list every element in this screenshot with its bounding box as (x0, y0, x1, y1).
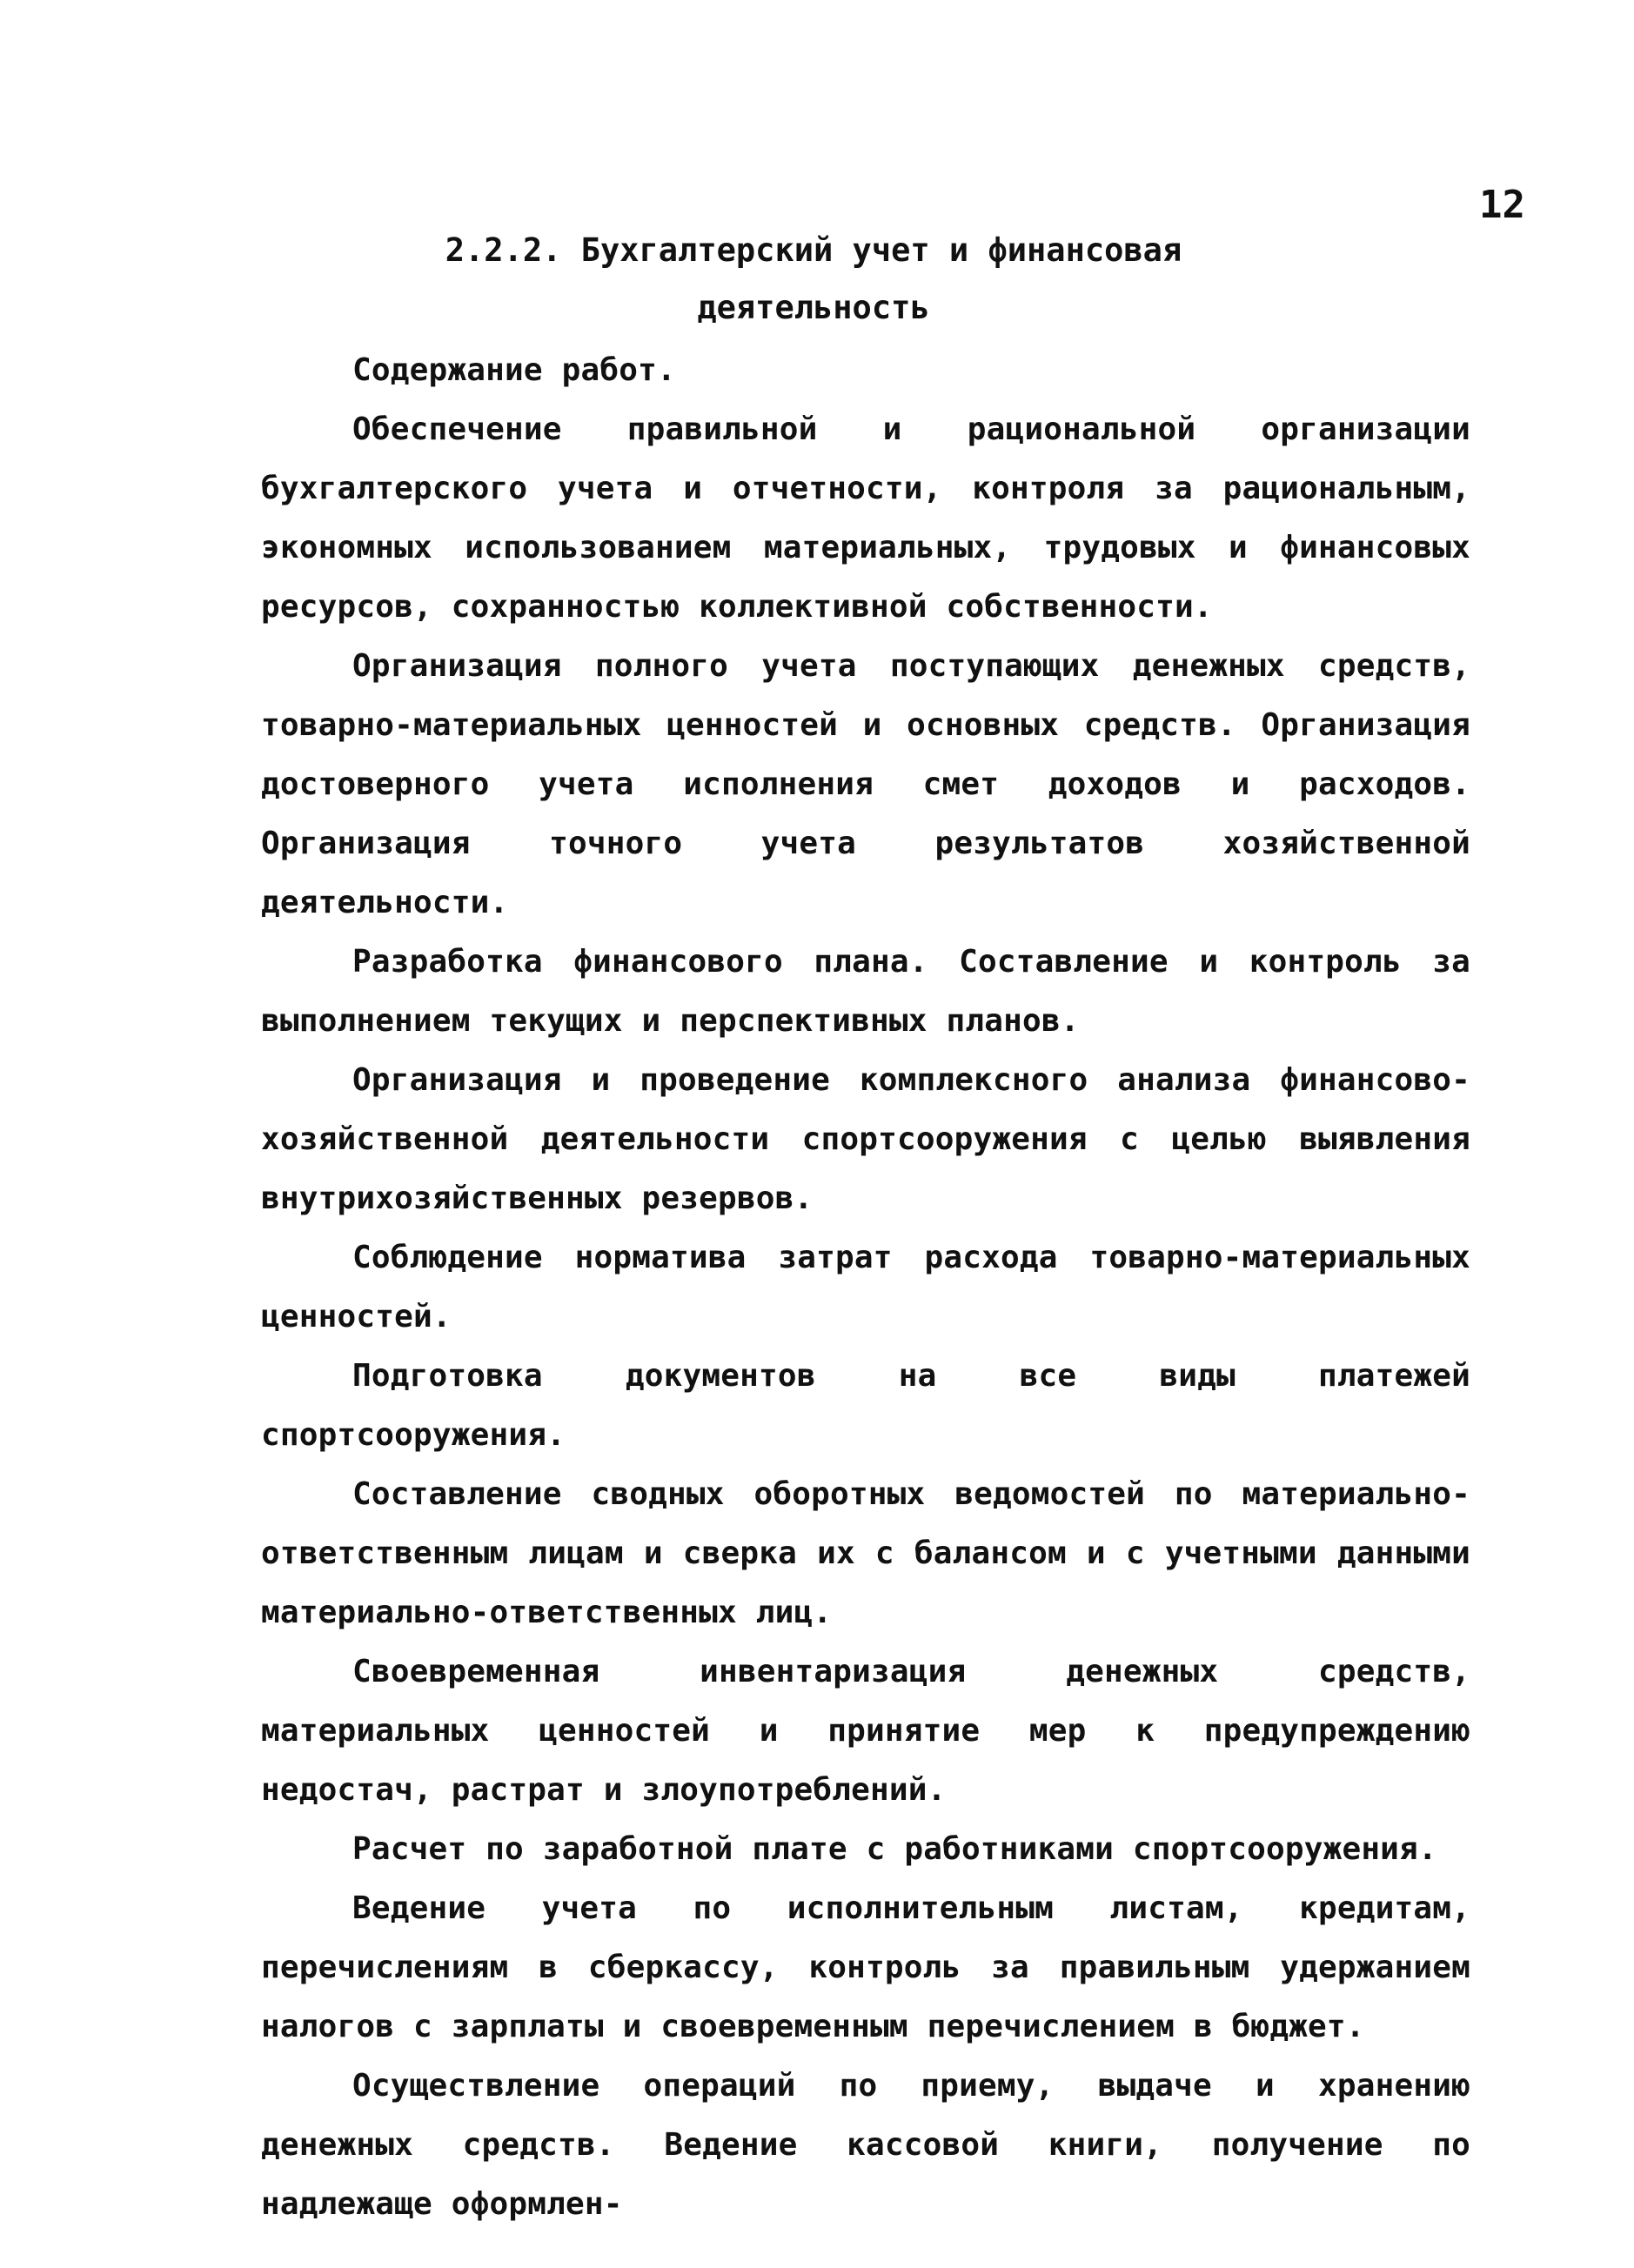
paragraph: Обеспечение правильной и рациональной организации бухгалтерского учета и отчетности, контроля за рациональным, экономных использованием материальных, трудовых и финансовых ресурсов, сохранностью коллективной собственности. (261, 411, 1470, 625)
paragraph: Ведение учета по исполнительным листам, кредитам, перечислениям в сберкассу, контроль за правильным удержанием налогов с зарплаты и своевременным перечислением в бюджет. (261, 1890, 1470, 2044)
paragraph: Подготовка документов на все виды платежей спортсооружения. (261, 1358, 1470, 1453)
paragraph: Осуществление операций по приему, выдаче и хранению денежных средств. Ведение кассовой книги, получение по надлежаще оформлен- (261, 2068, 1470, 2222)
paragraph: Расчет по заработной плате с работниками спортсооружения. (352, 1831, 1437, 1867)
paragraph: Организация полного учета поступающих денежных средств, товарно-материальных ценностей и основных средств. Организация достоверного учета исполнения смет доходов и расходов. Организация точного учета результатов хозяйственной деятельности. (261, 648, 1470, 920)
paragraph: Соблюдение норматива затрат расхода товарно-материальных ценностей. (261, 1240, 1470, 1335)
paragraph: Организация и проведение комплексного анализа финансово-хозяйственной деятельности спортсооружения с целью выявления внутрихозяйственных резервов. (261, 1062, 1470, 1216)
paragraph: Разработка финансового плана. Составление и контроль за выполнением текущих и перспективных планов. (261, 944, 1470, 1039)
paragraph-work-content: Содержание работ. (352, 352, 676, 388)
section-heading-line-1: 2.2.2. Бухгалтерский учет и финансовая (445, 231, 1182, 269)
section-heading-line-2: деятельность (697, 289, 930, 326)
section-heading (261, 222, 1366, 337)
page-number: 12 (1479, 183, 1525, 227)
paragraph: Своевременная инвентаризация денежных средств, материальных ценностей и принятие мер к предупреждению недостач, растрат и злоупотреблений. (261, 1654, 1470, 1808)
body-text (261, 341, 1470, 2234)
paragraph: Составление сводных оборотных ведомостей по материально-ответственным лицам и сверка их с балансом и с учетными данными материально-ответственных лиц. (261, 1476, 1470, 1630)
